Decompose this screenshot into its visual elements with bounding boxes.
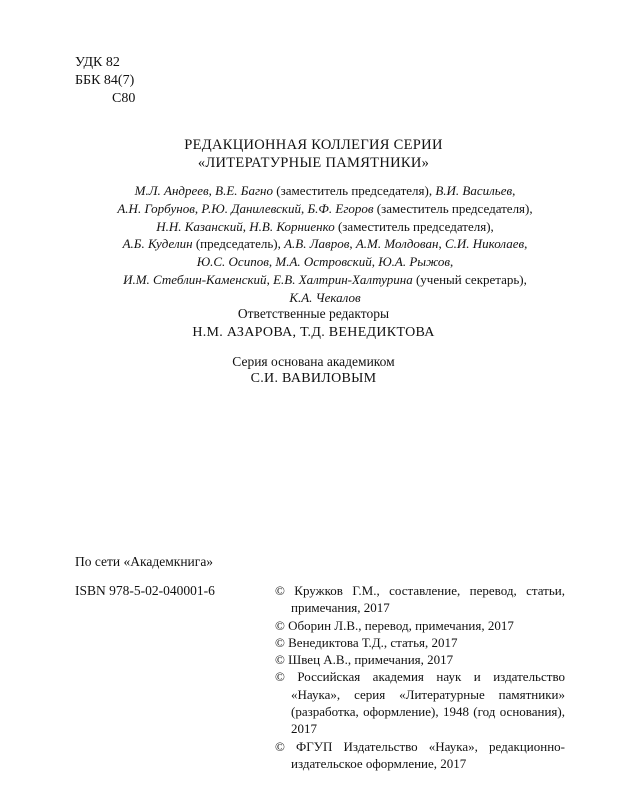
members-line: А.Н. Горбунов, Р.Ю. Данилевский, Б.Ф. Егоров (заместитель председателя), <box>117 200 533 216</box>
isbn-number: ISBN 978-5-02-040001-6 <box>75 583 215 598</box>
bbk-code: ББК 84(7) <box>75 73 135 88</box>
copyright-entry: © Швец А.В., примечания, 2017 <box>275 652 454 668</box>
founder-name: С.И. ВАВИЛОВЫМ <box>250 371 377 386</box>
members-line: И.М. Стеблин-Каменский, Е.В. Халтрин-Халтурина (ученый секретарь), <box>123 271 527 287</box>
member-name: В.Е. Багно <box>215 183 273 198</box>
member-name: Н.Н. Казанский <box>156 218 243 234</box>
member-name: Е.В. Халтрин-Халтурина <box>273 271 413 287</box>
member-name: Р.Ю. Данилевский <box>201 200 302 216</box>
member-name: А.Н. Горбунов <box>117 200 195 216</box>
member-name: Б.Ф. Егоров <box>307 200 374 216</box>
founder-label: Серия основана академиком <box>232 354 395 369</box>
copyright-list <box>275 582 565 772</box>
member-name: Н.В. Корниенко <box>249 218 335 234</box>
editorial-board-heading <box>0 136 627 172</box>
copyright-entry: © Оборин Л.В., перевод, примечания, 2017 <box>275 617 514 633</box>
member-role: (заместитель председателя) <box>376 200 530 216</box>
member-name: В.И. Васильев <box>435 183 513 198</box>
member-name: Ю.А. Рыжов <box>378 254 451 270</box>
member-role: (заместитель председателя) <box>276 183 429 198</box>
copyright-entry: © Российская академия наук и издательство «Наука», серия «Литературные памятники» (разработка, оформление), 1948 (год основания), 2017 <box>275 669 565 737</box>
members-line: М.Л. Андреев, В.Е. Багно (заместитель председателя), В.И. Васильев, <box>134 183 516 198</box>
member-name: С.И. Николаев <box>444 236 525 252</box>
member-name: А.В. Лавров <box>284 236 350 252</box>
author-mark: С80 <box>112 91 136 106</box>
classification-block <box>75 54 135 108</box>
members-line: А.Б. Куделин (председатель), А.В. Лавров, А.М. Молдован, С.И. Николаев, <box>122 236 528 252</box>
copyright-entry: © Венедиктова Т.Д., статья, 2017 <box>275 634 458 650</box>
member-name: А.М. Молдован <box>355 236 439 252</box>
member-name: Ю.С. Осипов <box>196 254 269 270</box>
copyright-entry: © ФГУП Издательство «Наука», редакционно-издательское оформление, 2017 <box>275 738 565 771</box>
member-role: (председатель) <box>195 236 278 252</box>
editors-names: Н.М. АЗАРОВА, Т.Д. ВЕНЕДИКТОВА <box>192 325 435 340</box>
udk-code: УДК 82 <box>75 55 120 70</box>
member-name: М.Л. Андреев <box>134 183 209 198</box>
member-name: А.Б. Куделин <box>122 236 193 252</box>
members-line <box>60 289 590 307</box>
member-name: К.А. Чекалов <box>289 289 361 305</box>
board-title-line1: РЕДАКЦИОННАЯ КОЛЛЕГИЯ СЕРИИ <box>184 137 443 153</box>
responsible-editors <box>0 305 627 341</box>
member-role: (заместитель председателя) <box>337 218 491 234</box>
board-title-line2: «ЛИТЕРАТУРНЫЕ ПАМЯТНИКИ» <box>197 155 430 171</box>
series-founder <box>0 353 627 387</box>
members-line: Ю.С. Осипов, М.А. Островский, Ю.А. Рыжов, <box>196 254 454 270</box>
member-name: И.М. Стеблин-Каменский <box>123 271 267 287</box>
members-line: Н.Н. Казанский, Н.В. Корниенко (заместитель председателя), <box>156 218 494 234</box>
copyright-entry: © Кружков Г.М., составление, перевод, статьи, примечания, 2017 <box>275 583 565 616</box>
member-name: М.А. Островский <box>275 254 372 270</box>
distribution-note: По сети «Академкнига» <box>75 554 214 569</box>
member-role: (ученый секретарь) <box>415 271 524 287</box>
editors-label: Ответственные редакторы <box>237 306 390 321</box>
board-members <box>60 182 590 307</box>
